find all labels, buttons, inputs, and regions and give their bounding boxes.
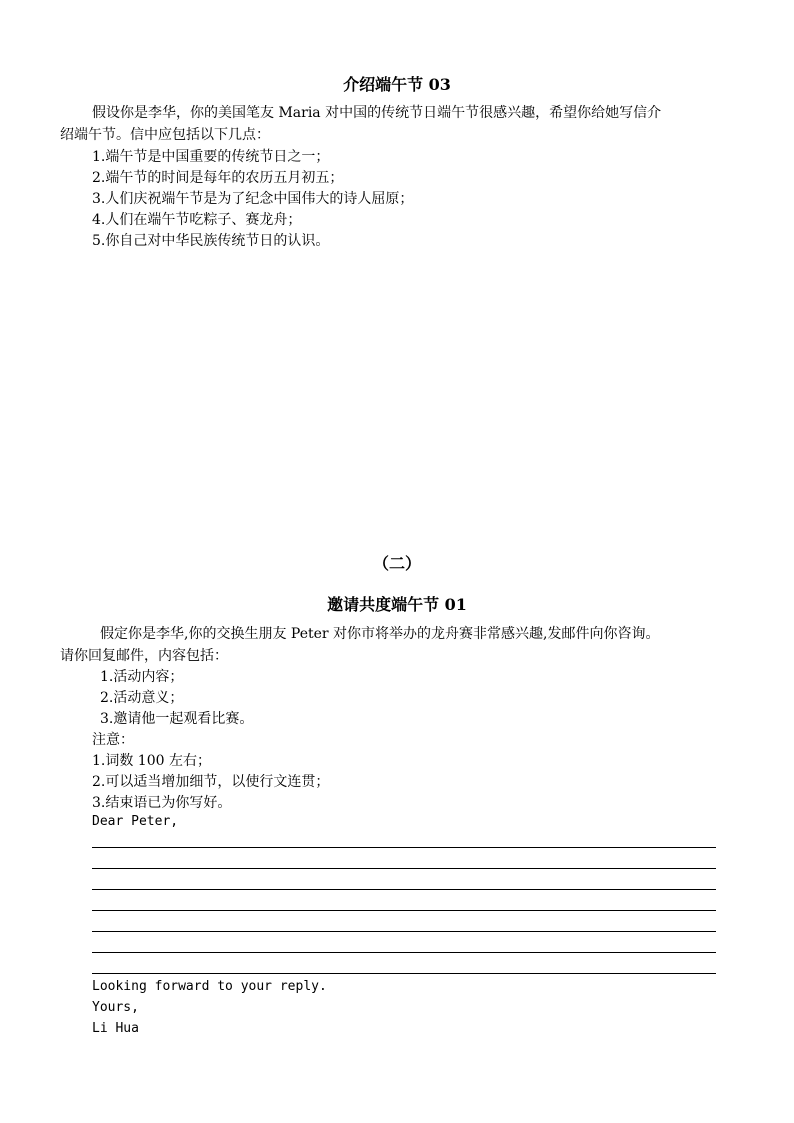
writing-line xyxy=(92,868,716,869)
section2-point-3: 3.邀请他一起观看比赛。 xyxy=(100,711,254,727)
note-1: 1.词数 100 左右； xyxy=(92,753,211,769)
note-2: 2.可以适当增加细节，以使行文连贯； xyxy=(92,774,330,790)
writing-line xyxy=(92,973,716,974)
writing-line xyxy=(92,889,716,890)
closing-line: Looking forward to your reply. xyxy=(92,979,327,994)
writing-line xyxy=(92,952,716,953)
section1-point-2: 2.端午节的时间是每年的农历五月初五； xyxy=(92,170,344,186)
salutation: Dear Peter, xyxy=(92,814,179,829)
section1-point-1: 1.端午节是中国重要的传统节日之一； xyxy=(92,149,330,165)
section1-point-4: 4.人们在端午节吃粽子、赛龙舟； xyxy=(92,212,302,228)
section1-title: 介绍端午节 03 xyxy=(343,75,451,94)
section1-point-5: 5.你自己对中华民族传统节日的认识。 xyxy=(92,233,330,249)
section2-intro-line2: 请你回复邮件，内容包括： xyxy=(60,648,228,664)
note-3: 3.结束语已为你写好。 xyxy=(92,795,232,811)
section2-heading: （二） xyxy=(372,554,421,573)
section1-intro-line2: 绍端午节。信中应包括以下几点： xyxy=(60,127,270,143)
section2-intro-line1: 假定你是李华,你的交换生朋友 Peter 对你市将举办的龙舟赛非常感兴趣,发邮件向你咨询。 xyxy=(100,626,660,642)
section2-title: 邀请共度端午节 01 xyxy=(327,595,467,614)
writing-line xyxy=(92,931,716,932)
section1-intro-line1: 假设你是李华，你的美国笔友 Maria 对中国的传统节日端午节很感兴趣，希望你给她写信介 xyxy=(92,105,662,121)
writing-line xyxy=(92,847,716,848)
notes-label: 注意： xyxy=(92,732,134,748)
signature: Li Hua xyxy=(92,1021,139,1036)
section2-point-2: 2.活动意义； xyxy=(100,690,184,706)
signoff: Yours, xyxy=(92,1000,139,1015)
writing-line xyxy=(92,910,716,911)
section2-point-1: 1.活动内容； xyxy=(100,669,184,685)
section1-point-3: 3.人们庆祝端午节是为了纪念中国伟大的诗人屈原； xyxy=(92,191,414,207)
